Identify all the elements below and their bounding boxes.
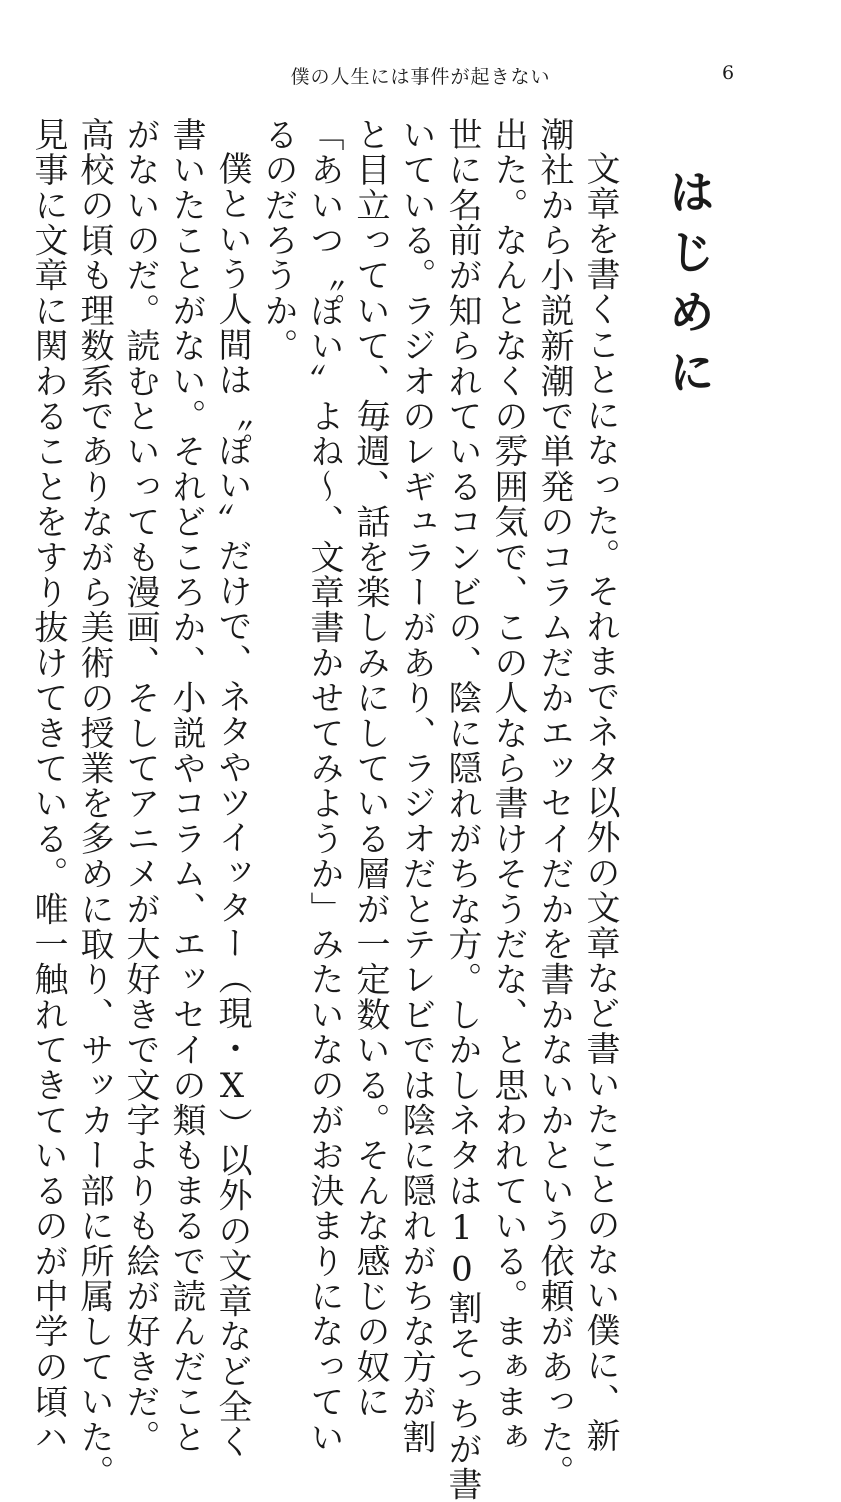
text-line: 僕という人間は〝ぽい〟だけで、ネタやツイッター（現・X）以外の文章など全く bbox=[212, 151, 252, 1460]
text-line: 潮社から小説新潮で単発のコラムだかエッセイだかを書かないかという依頼があった。 bbox=[534, 117, 574, 1490]
text-line: 高校の頃も理数系でありながら美術の授業を多めに取り、サッカー部に所属していた。 bbox=[74, 117, 114, 1490]
text-line: いている。ラジオのレギュラーがあり、ラジオだとテレビでは陰に隠れがちな方が割 bbox=[396, 117, 436, 1455]
text-line: 書いたことがない。それどころか、小説やコラム、エッセイの類もまるで読んだこと bbox=[166, 117, 206, 1455]
running-title: 僕の人生には事件が起きない bbox=[290, 66, 551, 88]
text-line: 世に名前が知られているコンビの、陰に隠れがちな方。しかしネタは10割そっちが書 bbox=[442, 117, 482, 1502]
text-line: 「あいつ〝ぽい〟よね〜、文章書かせてみようか」みたいなのがお決まりになってい bbox=[304, 117, 344, 1455]
text-line: 文章を書くことになった。それまでネタ以外の文章など書いたことのない僕に、新 bbox=[580, 151, 620, 1454]
text-line: がないのだ。読むといっても漫画、そしてアニメが大好きで文字よりも絵が好きだ。 bbox=[120, 117, 160, 1455]
text-line: 出た。なんとなくの雰囲気で、この人なら書けそうだな、と思われている。まぁまぁ bbox=[488, 117, 528, 1455]
text-line: 見事に文章に関わることをすり抜けてきている。唯一触れてきているのが中学の頃ハ bbox=[28, 117, 68, 1455]
text-line: るのだろうか。 bbox=[258, 117, 298, 364]
chapter-title: はじめに bbox=[662, 168, 716, 408]
page-number: 6 bbox=[722, 62, 735, 84]
text-line: と目立っていて、毎週、話を楽しみにしている層が一定数いる。そんな感じの奴に bbox=[350, 117, 390, 1420]
